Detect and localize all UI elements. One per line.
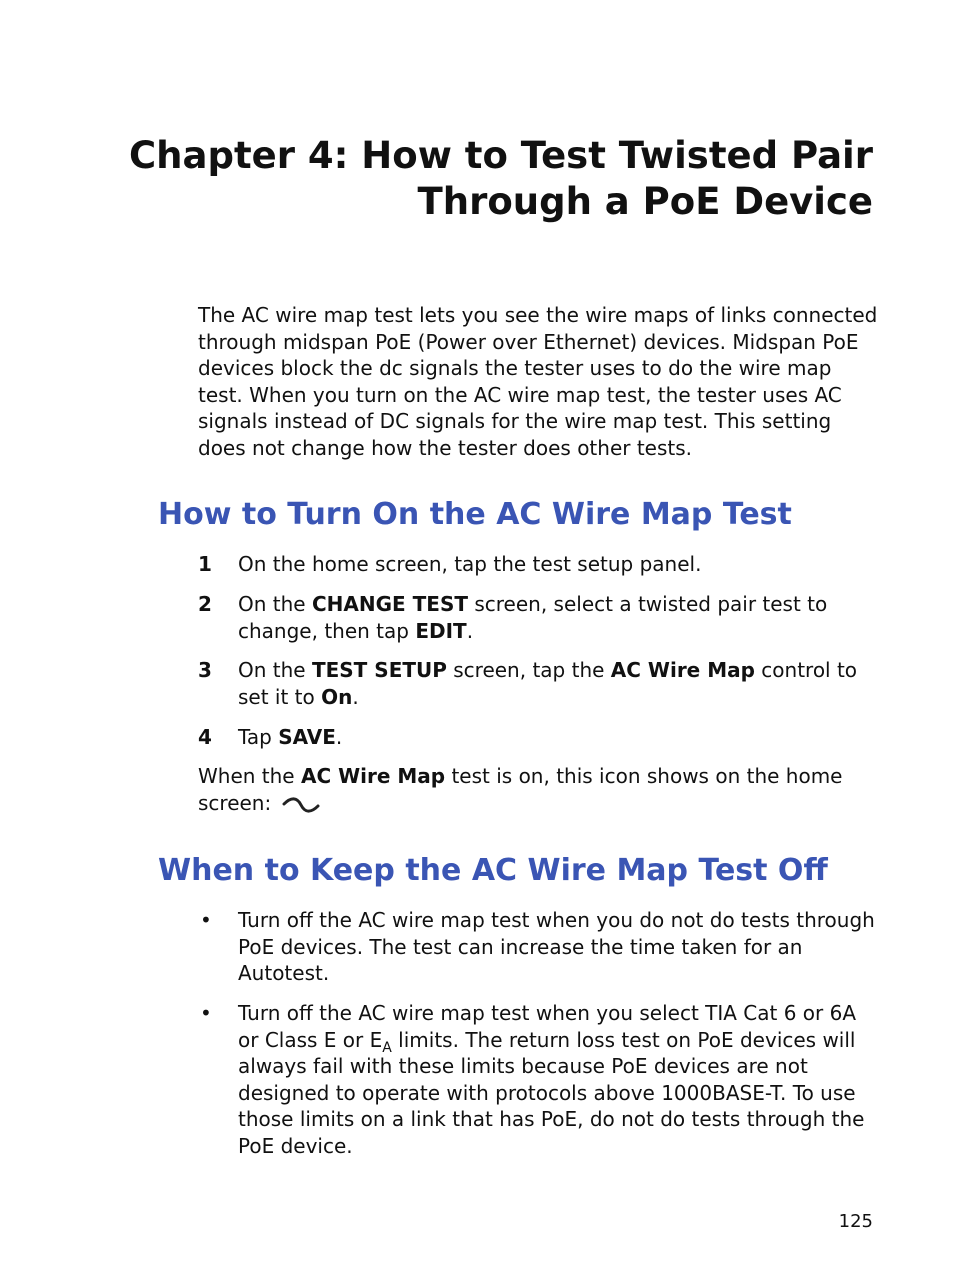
step-text: On the CHANGE TEST screen, select a twisted pair test to change, then tap EDIT.: [238, 592, 828, 643]
ui-term: AC Wire Map: [610, 658, 755, 682]
bullet-item: [198, 907, 878, 987]
section-heading-turn-on: How to Turn On the AC Wire Map Test: [158, 497, 792, 532]
step-1: [198, 551, 878, 578]
chapter-title-line-1: Chapter 4: How to Test Twisted Pair: [129, 134, 873, 177]
bullet-marker: •: [200, 908, 212, 932]
intro-paragraph: The AC wire map test lets you see the wire maps of links connected through midspan PoE (Power over Ethernet) devices. Midspan PoE devices block the dc signals the tester uses to do the wire map test. When you turn on the AC wire map test, the tester uses AC signals instead of DC signals for the wire map test. This setting does not change how the tester does other tests.: [198, 303, 878, 460]
ui-term: SAVE: [278, 725, 336, 749]
step-number: 1: [198, 552, 212, 576]
bullet-text: Turn off the AC wire map test when you do not do tests through PoE devices. The test can increase the time taken for an Autotest.: [238, 908, 875, 985]
page-number: 125: [838, 1211, 873, 1232]
chapter-title: [113, 133, 873, 225]
step-text: Tap SAVE.: [238, 725, 343, 749]
chapter-title-line-2: Through a PoE Device: [417, 180, 873, 223]
sine-wave-icon: [282, 796, 320, 816]
ui-term: EDIT: [415, 618, 467, 643]
step-number: 3: [198, 658, 212, 682]
ac-wire-map-note: When the AC Wire Map test is on, this icon shows on the home screen:: [198, 764, 843, 815]
ui-term: On: [321, 684, 353, 709]
bullet-marker: •: [200, 1001, 212, 1025]
step-text: On the TEST SETUP screen, tap the AC Wire Map control to set it to On.: [238, 658, 858, 709]
ui-term: CHANGE TEST: [311, 592, 468, 616]
step-text: On the home screen, tap the test setup panel.: [238, 552, 702, 576]
step-2: [198, 591, 878, 644]
section-heading-keep-off: When to Keep the AC Wire Map Test Off: [158, 853, 828, 888]
step-number: 4: [198, 725, 212, 749]
step-4: [198, 724, 878, 751]
ui-term: TEST SETUP: [311, 658, 447, 682]
ui-term: AC Wire Map: [300, 764, 446, 788]
bullet-item: [198, 1000, 878, 1159]
step-number: 2: [198, 592, 212, 616]
bullet-text: Turn off the AC wire map test when you select TIA Cat 6 or 6A or Class E or $E_A$ limits. The return loss test on PoE devices will always fail with these limits because PoE devices are not designed to operate with protocols above 1000BASE-T. To use those limits on a link that has PoE, do not do tests through the PoE device.: [238, 1001, 865, 1158]
step-3: [198, 657, 878, 710]
subscript: A: [382, 1039, 392, 1056]
